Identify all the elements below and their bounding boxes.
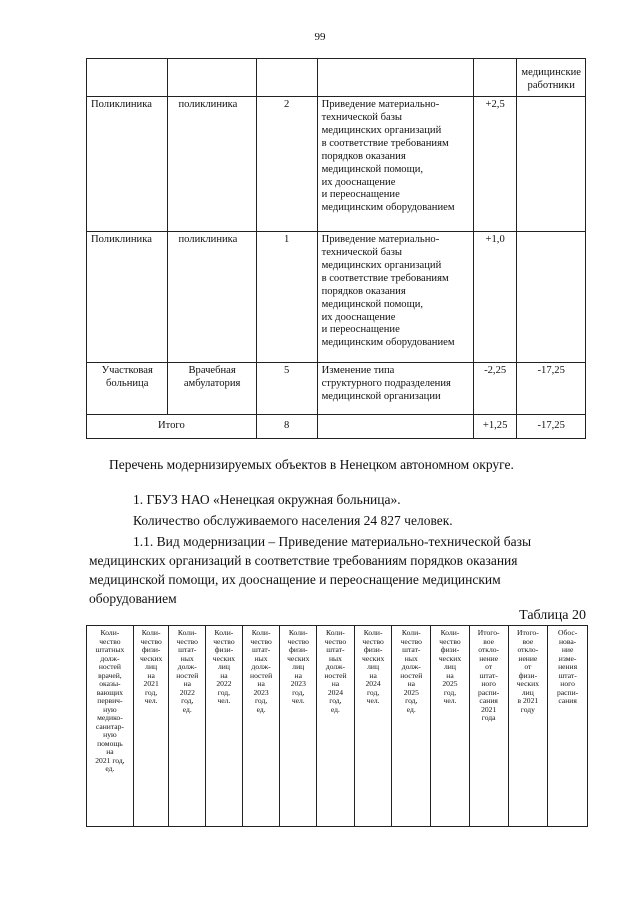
cell-subunit: поликлиника [168,97,256,232]
header-cell: Коли- чество физи- ческих лиц на 2023 год, чел. [280,626,317,827]
header-cell: Коли- чество физи- ческих лиц на 2022 год, чел. [206,626,243,827]
cell-staff: -17,25 [517,363,586,415]
cell-modernization: Изменение типа структурного подразделения медицинской организации [317,363,473,415]
cell-modernization: Приведение материально- технической базы медицинских организаций в соответствие требованиям порядков оказания медицинской помощи, их дооснащение и переоснащение медицинским оборудованием [317,97,473,232]
header-cell: Итого- вое откло- нение от физи- ческих лиц в 2021 году [508,626,548,827]
population-line: Количество обслуживаемого населения 24 827 человек. [133,513,453,528]
total-delta: +1,25 [473,415,517,439]
cell-staff [517,97,586,232]
cell-count: 1 [256,232,317,363]
cell-unit-type: Поликлиника [87,97,168,232]
cell-unit-type: Поликлиника [87,232,168,363]
total-count: 8 [256,415,317,439]
header-cell: Обос- нова- ние изме- нения штат- ного распи- сания [548,626,588,827]
cell-staff [517,232,586,363]
header-cell-staff: медицинские работники [517,59,586,97]
header-cell: Коли- чество штат- ных долж- ностей на 2022 год, ед. [169,626,206,827]
table-row [87,59,586,97]
section-heading: Перечень модернизируемых объектов в Ненецком автономном округе. [109,457,514,472]
total-staff: -17,25 [517,415,586,439]
table-cell [256,59,317,97]
table-row [87,232,586,363]
page-number: 99 [314,31,326,43]
cell-subunit: Врачебная амбулатория [168,363,256,415]
header-cell: Коли- чество физи- ческих лиц на 2024 год, чел. [354,626,392,827]
header-cell: Коли- чество штат- ных долж- ностей на 2024 год, ед. [317,626,355,827]
table-cell [317,415,473,439]
item-title: 1. ГБУЗ НАО «Ненецкая окружная больница». [133,492,401,507]
modernization-type-line: медицинских организаций в соответствие требованиям порядков оказания [89,553,518,568]
total-row [87,415,586,439]
table-cell [473,59,517,97]
table-row [87,626,588,827]
table-cell [317,59,473,97]
header-cell: Итого- вое откло- нение от штат- ного распи- сания 2021 года [469,626,508,827]
table-row [87,97,586,232]
cell-subunit: поликлиника [168,232,256,363]
header-cell: Коли- чество штат- ных долж- ностей на 2023 год, ед. [242,626,280,827]
cell-delta: -2,25 [473,363,517,415]
table-caption: Таблица 20 [519,608,586,623]
cell-count: 5 [256,363,317,415]
cell-delta: +1,0 [473,232,517,363]
total-label: Итого [87,415,257,439]
cell-unit-type: Участковая больница [87,363,168,415]
cell-count: 2 [256,97,317,232]
table-cell [87,59,168,97]
modernization-type-line: 1.1. Вид модернизации – Приведение материально-технической базы [133,534,532,549]
table-cell [168,59,256,97]
header-cell: Коли- чество физи- ческих лиц на 2025 год, чел. [431,626,470,827]
modernization-type-line: медицинской помощи, их дооснащение и переоснащение медицинским [89,572,501,587]
cell-delta: +2,5 [473,97,517,232]
cell-modernization: Приведение материально- технической базы медицинских организаций в соответствие требованиям порядков оказания медицинской помощи, их дооснащение и переоснащение медицинским оборудованием [317,232,473,363]
modernization-type-line: оборудованием [89,591,177,606]
modernization-table [86,58,586,439]
table-row [87,363,586,415]
header-cell: Коли- чество штатных долж- ностей врачей, оказы- вающих первич- ную медико- санитар- ную помощь на 2021 год, ед. [87,626,134,827]
staffing-table [86,625,588,827]
header-cell: Коли- чество физи- ческих лиц на 2021 год, чел. [133,626,169,827]
header-cell: Коли- чество штат- ных долж- ностей на 2025 год, ед. [392,626,431,827]
